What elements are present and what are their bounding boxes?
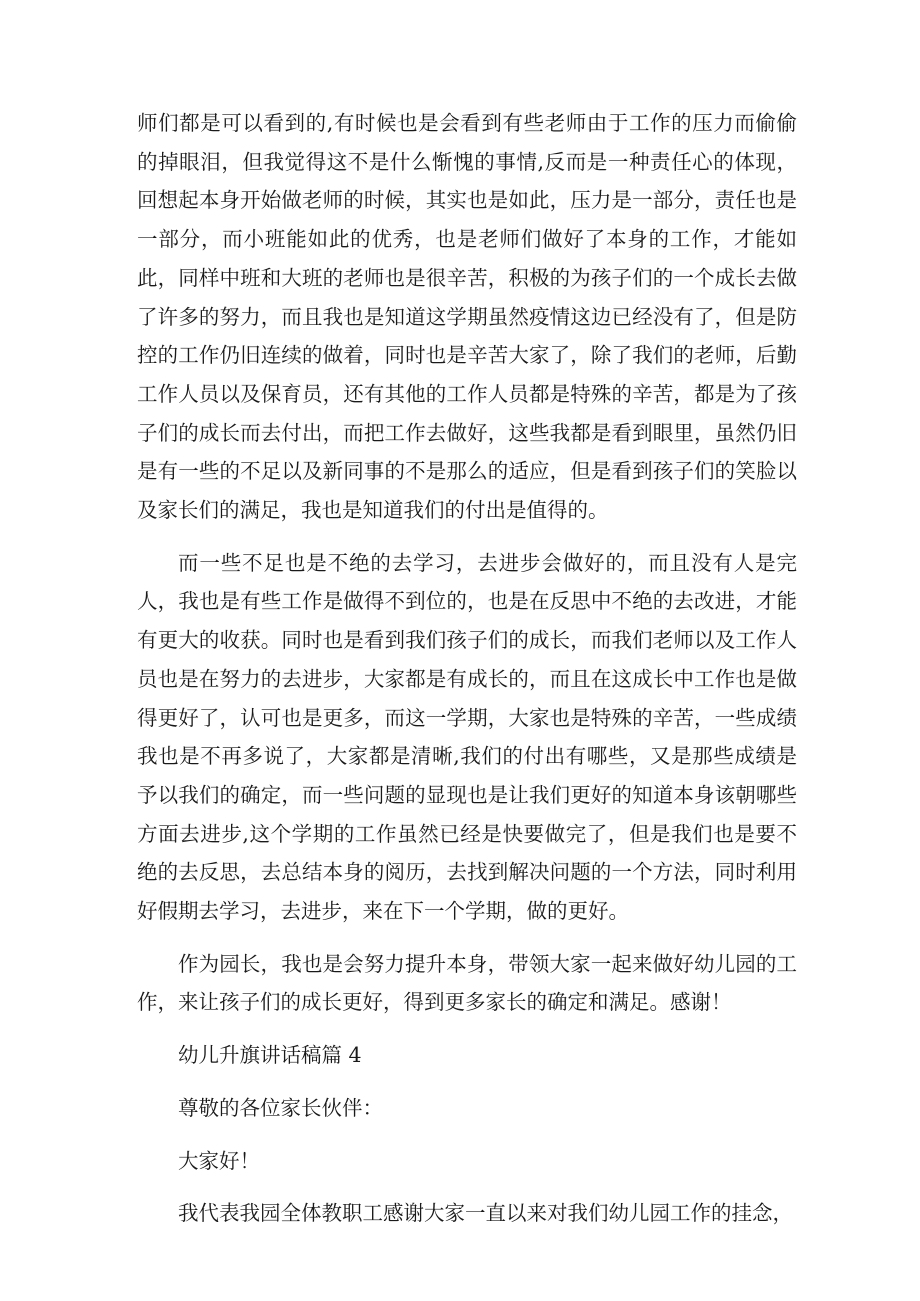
paragraph-improvement: 而一些不足也是不绝的去学习，去进步会做好的，而且没有人是完人，我也是有些工作是做得不到位的，也是在反思中不绝的去改进，才能有更大的收获。同时也是看到我们孩子们的成长，而我们老师以及工作人员也是在努力的去进步，大家都是有成长的，而且在这成长中工作也是做得更好了，认可也是更多，而这一学期，大家也是特殊的辛苦，一些成绩我也是不再多说了，大家都是清晰,我们的付出有哪些，又是那些成绩是予以我们的确定，而一些问题的显现也是让我们更好的知道本身该朝哪些方面去进步,这个学期的工作虽然已经是快要做完了，但是我们也是要不绝的去反思，去总结本身的阅历，去找到解决问题的一个方法，同时利用好假期去学习，去进步，来在下一个学期，做的更好。	[137, 550, 797, 924]
greeting: 大家好！	[178, 1148, 260, 1173]
paragraph-closing: 作为园长，我也是会努力提升本身，带领大家一起来做好幼儿园的工作，来让孩子们的成长更好，得到更多家长的确定和满足。感谢！	[137, 951, 797, 1015]
document-body	[137, 104, 797, 1233]
paragraph-continued: 师们都是可以看到的,有时候也是会看到有些老师由于工作的压力而偷偷的掉眼泪，但我觉得这不是什么惭愧的事情,反而是一种责任心的体现，回想起本身开始做老师的时候，其实也是如此，压力是一部分，责任也是一部分，而小班能如此的优秀，也是老师们做好了本身的工作，才能如此，同样中班和大班的老师也是很辛苦，积极的为孩子们的一个成长去做了许多的努力，而且我也是知道这学期虽然疫情这边已经没有了，但是防控的工作仍旧连续的做着，同时也是辛苦大家了，除了我们的老师，后勤工作人员以及保育员，还有其他的工作人员都是特殊的辛苦，都是为了孩子们的成长而去付出，而把工作去做好，这些我都是看到眼里，虽然仍旧是有一些的不足以及新同事的不是那么的适应，但是看到孩子们的笑脸以及家长们的满足，我也是知道我们的付出是值得的。	[137, 111, 797, 523]
salutation: 尊敬的各位家长伙伴：	[178, 1095, 383, 1120]
section-heading: 幼儿升旗讲话稿篇 4	[178, 1043, 362, 1068]
paragraph-opening: 我代表我园全体教职工感谢大家一直以来对我们幼儿园工作的挂念，	[178, 1201, 793, 1226]
